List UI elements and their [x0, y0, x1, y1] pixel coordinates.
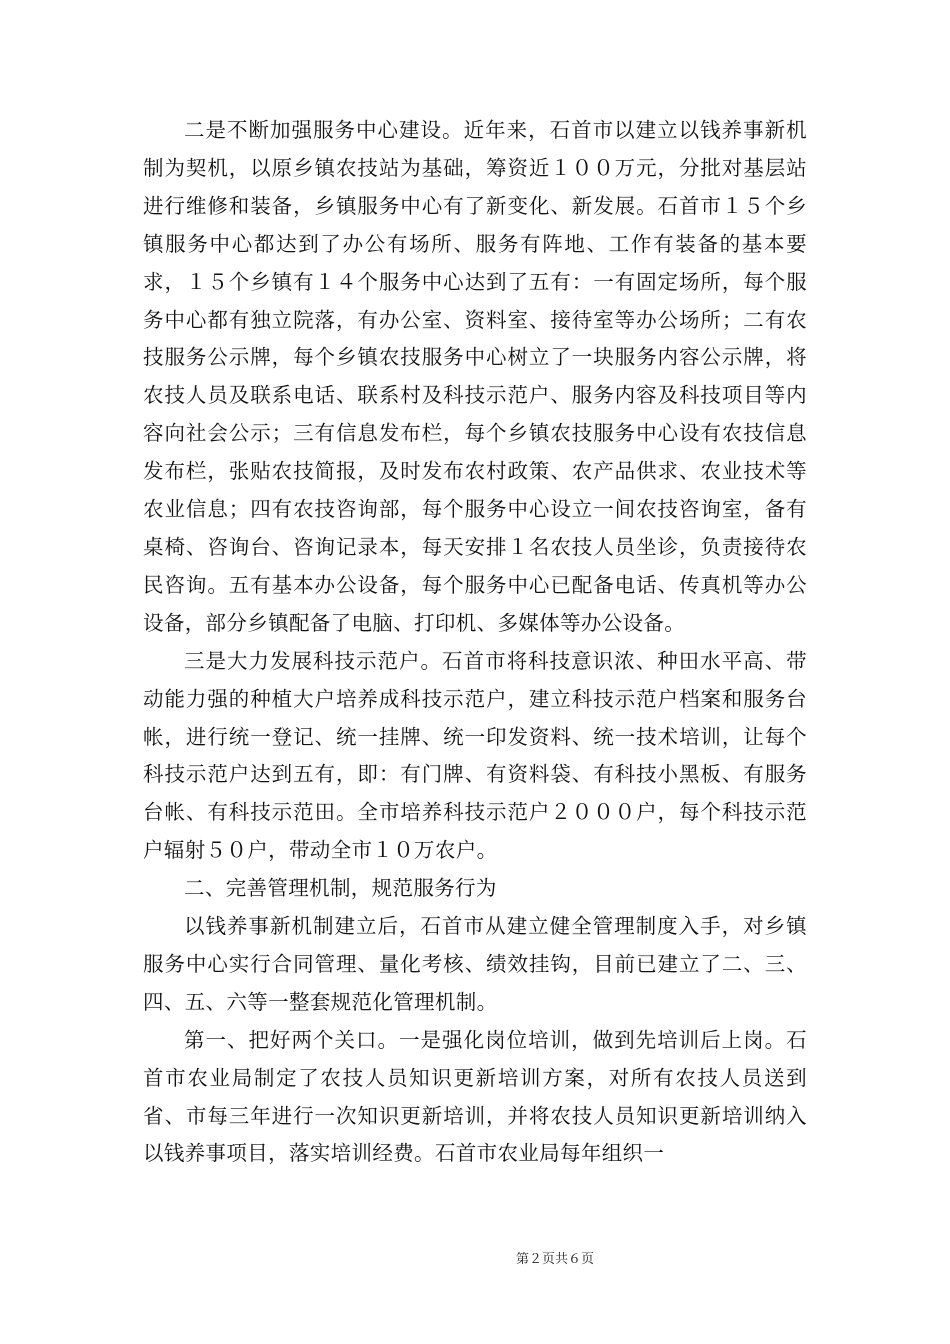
paragraph-management-intro: 以钱养事新机制建立后，石首市从建立健全管理制度入手，对乡镇服务中心实行合同管理、量化考核、绩效挂钩，目前已建立了二、三、四、五、六等一整套规范化管理机制。	[143, 914, 807, 1014]
paragraph-demo-households: 三是大力发展科技示范户。石首市将科技意识浓、种田水平高、带动能力强的种植大户培养成科技示范户，建立科技示范户档案和服务台帐，进行统一登记、统一挂牌、统一印发资料、统一技术培训，让每个科技示范户达到五有，即：有门牌、有资料袋、有科技小黑板、有服务台帐、有科技示范田。全市培养科技示范户２０００户，每个科技示范户辐射５０户，带动全市１０万农户。	[143, 648, 807, 863]
page-footer	[0, 1248, 950, 1267]
paragraph-two-checkpoints: 第一、把好两个关口。一是强化岗位培训，做到先培训后上岗。石首市农业局制定了农技人员知识更新培训方案，对所有农技人员送到省、市每三年进行一次知识更新培训，并将农技人员知识更新培训纳入以钱养事项目，落实培训经费。石首市农业局每年组织一	[143, 1027, 807, 1166]
document-body	[143, 112, 807, 1173]
section-heading-management: 二、完善管理机制，规范服务行为	[184, 876, 497, 901]
page-number: 第２页共６页	[515, 1252, 594, 1267]
paragraph-service-center: 二是不断加强服务中心建设。近年来，石首市以建立以钱养事新机制为契机，以原乡镇农技站为基础，筹资近１００万元，分批对基层站进行维修和装备，乡镇服务中心有了新变化、新发展。石首市１５个乡镇服务中心都达到了办公有场所、服务有阵地、工作有装备的基本要求，１５个乡镇有１４个服务中心达到了五有：一有固定场所，每个服务中心都有独立院落，有办公室、资料室、接待室等办公场所；二有农技服务公示牌，每个乡镇农技服务中心树立了一块服务内容公示牌，将农技人员及联系电话、联系村及科技示范户、服务内容及科技项目等内容向社会公示；三有信息发布栏，每个乡镇农技服务中心设有农技信息发布栏，张贴农技简报，及时发布农村政策、农产品供求、农业技术等农业信息；四有农技咨询部，每个服务中心设立一间农技咨询室，备有桌椅、咨询台、咨询记录本，每天安排１名农技人员坐诊，负责接待农民咨询。五有基本办公设备，每个服务中心已配备电话、传真机等办公设备，部分乡镇配备了电脑、打印机、多媒体等办公设备。	[143, 118, 807, 635]
